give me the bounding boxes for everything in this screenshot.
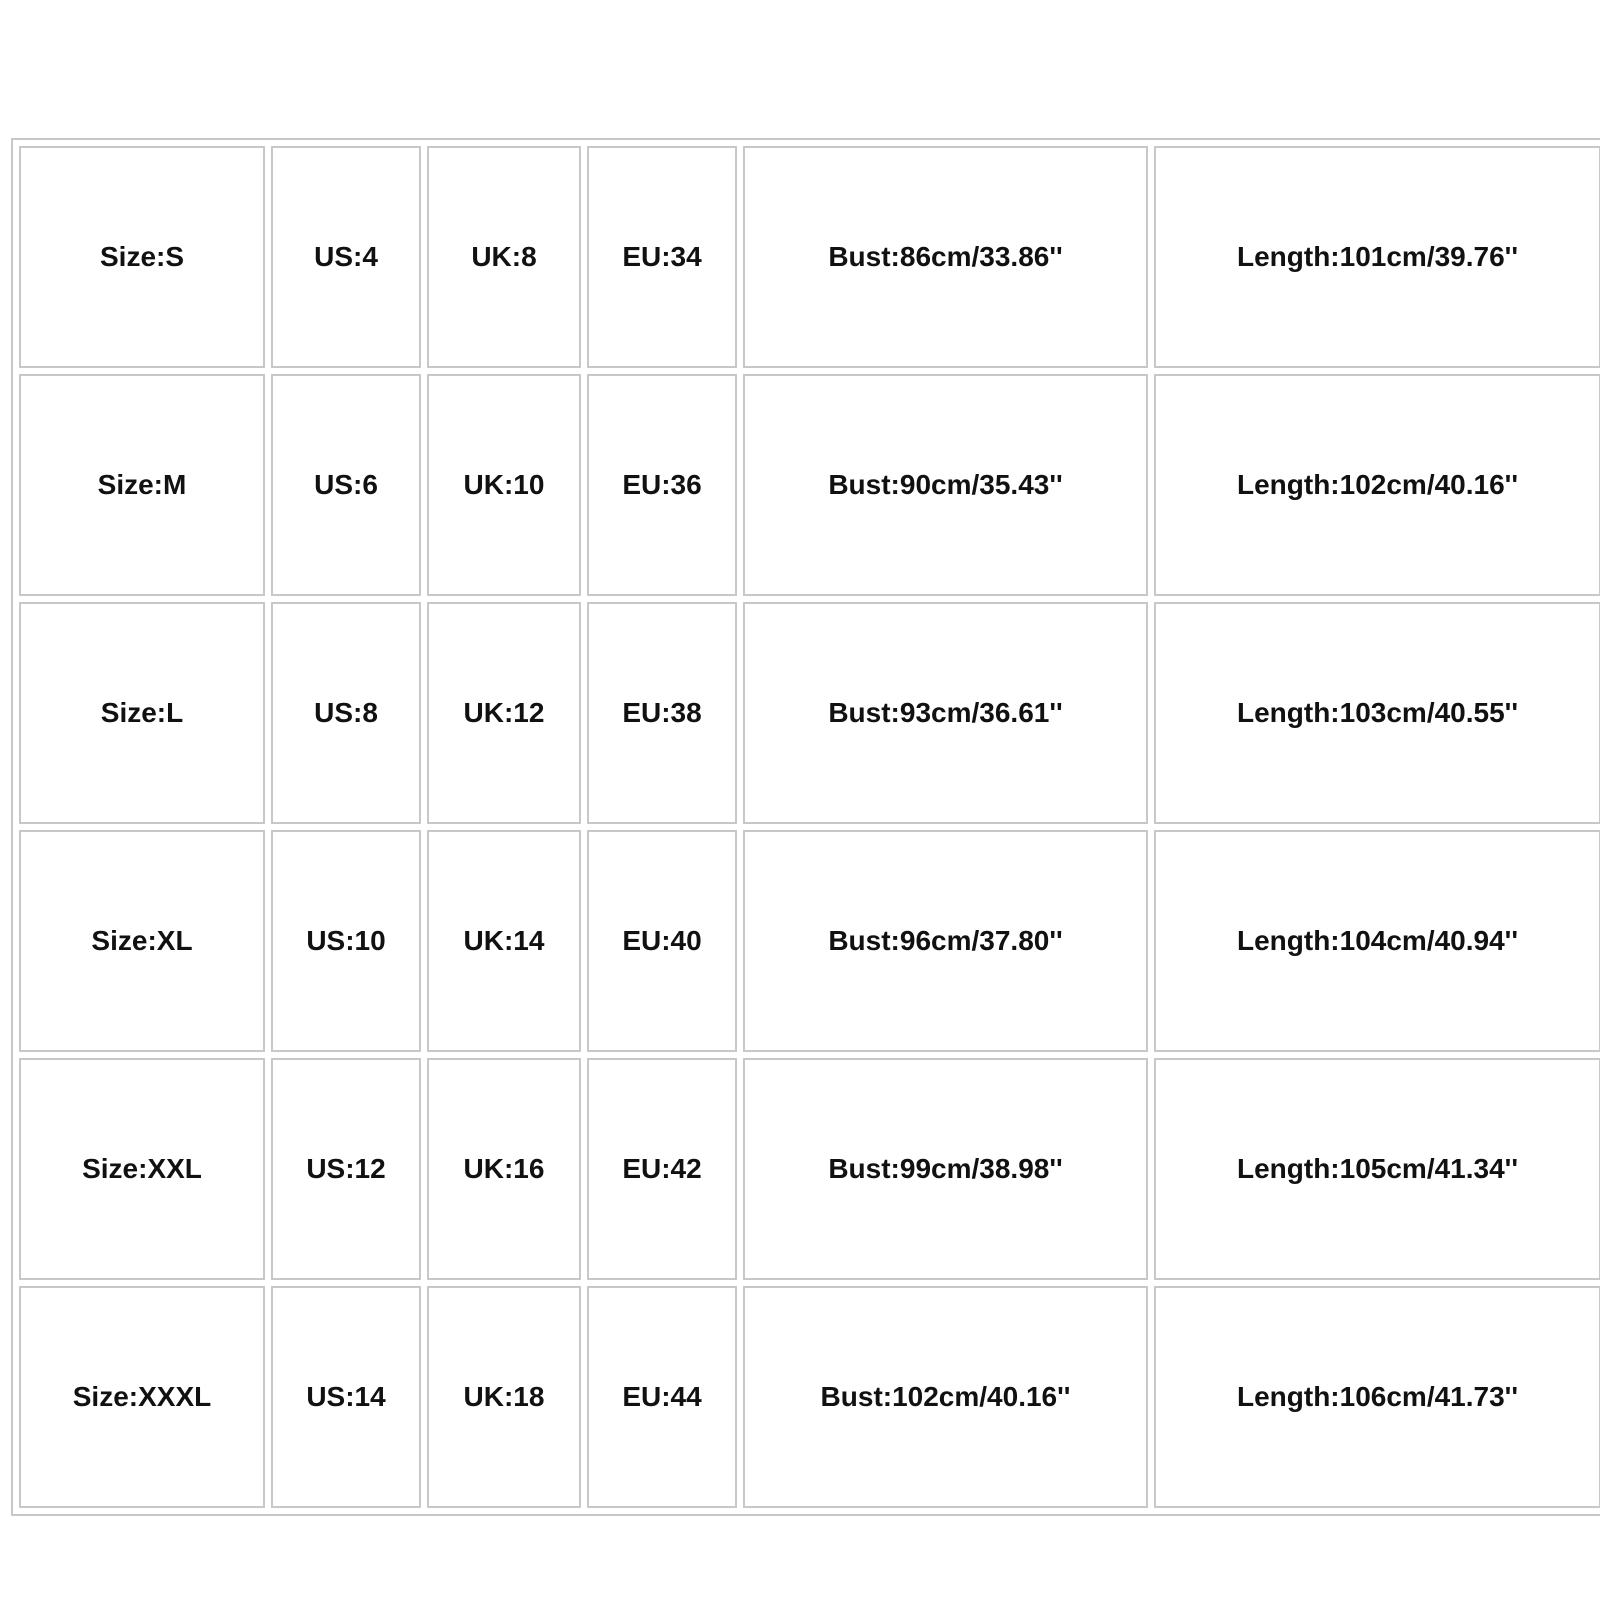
length-cell: Length:105cm/41.34'' xyxy=(1154,1058,1600,1280)
us-size-cell: US:14 xyxy=(271,1286,421,1508)
length-cell: Length:101cm/39.76'' xyxy=(1154,146,1600,368)
bust-cell: Bust:93cm/36.61'' xyxy=(743,602,1148,824)
eu-size-cell: EU:36 xyxy=(587,374,737,596)
bust-cell: Bust:96cm/37.80'' xyxy=(743,830,1148,1052)
bust-cell: Bust:102cm/40.16'' xyxy=(743,1286,1148,1508)
uk-size-cell: UK:16 xyxy=(427,1058,581,1280)
eu-size-cell: EU:44 xyxy=(587,1286,737,1508)
table-row xyxy=(19,1286,1600,1508)
table-row xyxy=(19,830,1600,1052)
bust-cell: Bust:86cm/33.86'' xyxy=(743,146,1148,368)
eu-size-cell: EU:42 xyxy=(587,1058,737,1280)
size-cell: Size:M xyxy=(19,374,265,596)
length-cell: Length:106cm/41.73'' xyxy=(1154,1286,1600,1508)
size-cell: Size:XXL xyxy=(19,1058,265,1280)
length-cell: Length:103cm/40.55'' xyxy=(1154,602,1600,824)
uk-size-cell: UK:18 xyxy=(427,1286,581,1508)
eu-size-cell: EU:38 xyxy=(587,602,737,824)
table-row xyxy=(19,374,1600,596)
eu-size-cell: EU:40 xyxy=(587,830,737,1052)
bust-cell: Bust:90cm/35.43'' xyxy=(743,374,1148,596)
us-size-cell: US:12 xyxy=(271,1058,421,1280)
us-size-cell: US:8 xyxy=(271,602,421,824)
size-cell: Size:XL xyxy=(19,830,265,1052)
uk-size-cell: UK:10 xyxy=(427,374,581,596)
size-cell: Size:S xyxy=(19,146,265,368)
us-size-cell: US:10 xyxy=(271,830,421,1052)
size-cell: Size:XXXL xyxy=(19,1286,265,1508)
table-row xyxy=(19,602,1600,824)
us-size-cell: US:4 xyxy=(271,146,421,368)
table-row xyxy=(19,146,1600,368)
uk-size-cell: UK:12 xyxy=(427,602,581,824)
length-cell: Length:102cm/40.16'' xyxy=(1154,374,1600,596)
table-row xyxy=(19,1058,1600,1280)
uk-size-cell: UK:8 xyxy=(427,146,581,368)
bust-cell: Bust:99cm/38.98'' xyxy=(743,1058,1148,1280)
eu-size-cell: EU:34 xyxy=(587,146,737,368)
uk-size-cell: UK:14 xyxy=(427,830,581,1052)
length-cell: Length:104cm/40.94'' xyxy=(1154,830,1600,1052)
us-size-cell: US:6 xyxy=(271,374,421,596)
size-chart-table xyxy=(11,138,1600,1516)
size-cell: Size:L xyxy=(19,602,265,824)
